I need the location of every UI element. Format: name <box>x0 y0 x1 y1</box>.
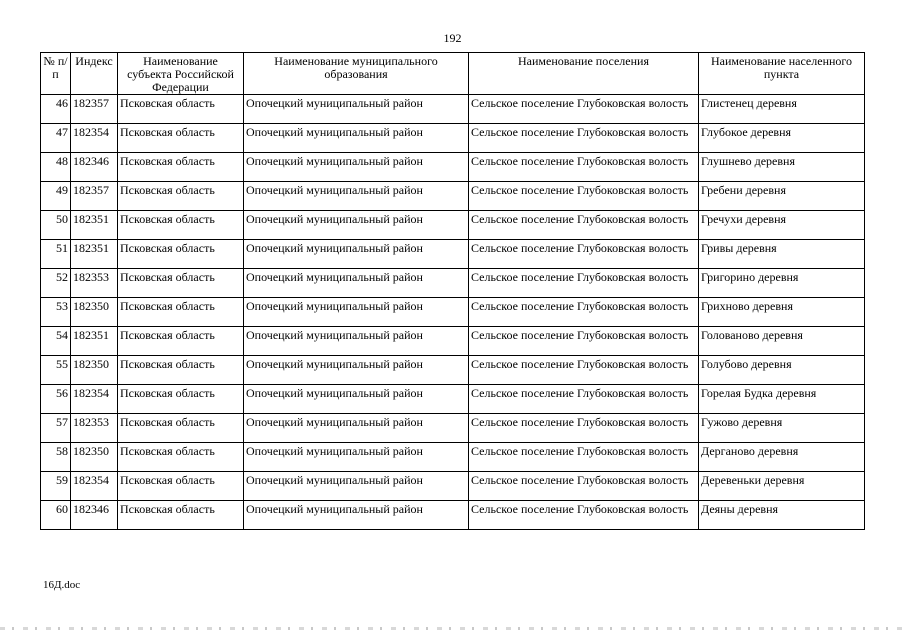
cell-municipality: Опочецкий муниципальный район <box>244 95 469 124</box>
cell-municipality: Опочецкий муниципальный район <box>244 298 469 327</box>
cell-locality: Глистенец деревня <box>699 95 865 124</box>
cell-locality: Гривы деревня <box>699 240 865 269</box>
cell-municipality: Опочецкий муниципальный район <box>244 269 469 298</box>
table-row <box>41 182 865 211</box>
cell-subject: Псковская область <box>118 443 244 472</box>
cell-municipality: Опочецкий муниципальный район <box>244 472 469 501</box>
cell-subject: Псковская область <box>118 240 244 269</box>
cell-num: 53 <box>41 298 71 327</box>
cell-municipality: Опочецкий муниципальный район <box>244 501 469 530</box>
cell-num: 57 <box>41 414 71 443</box>
cell-locality: Григорино деревня <box>699 269 865 298</box>
cell-index: 182351 <box>71 327 118 356</box>
cell-index: 182354 <box>71 472 118 501</box>
cell-settlement: Сельское поселение Глубоковская волость <box>469 124 699 153</box>
cell-num: 52 <box>41 269 71 298</box>
cell-municipality: Опочецкий муниципальный район <box>244 414 469 443</box>
cell-subject: Псковская область <box>118 124 244 153</box>
cell-settlement: Сельское поселение Глубоковская волость <box>469 327 699 356</box>
cell-subject: Псковская область <box>118 298 244 327</box>
cell-locality: Деяны деревня <box>699 501 865 530</box>
table-body <box>41 95 865 530</box>
header-index: Индекс <box>71 53 118 95</box>
table-row <box>41 95 865 124</box>
cell-num: 49 <box>41 182 71 211</box>
cell-num: 58 <box>41 443 71 472</box>
cell-settlement: Сельское поселение Глубоковская волость <box>469 414 699 443</box>
table-row <box>41 472 865 501</box>
cell-index: 182357 <box>71 95 118 124</box>
cell-index: 182350 <box>71 298 118 327</box>
cell-subject: Псковская область <box>118 472 244 501</box>
header-num: № п/п <box>41 53 71 95</box>
cell-settlement: Сельское поселение Глубоковская волость <box>469 385 699 414</box>
cell-settlement: Сельское поселение Глубоковская волость <box>469 298 699 327</box>
scan-edge-artifact <box>0 627 905 630</box>
cell-locality: Голованово деревня <box>699 327 865 356</box>
cell-locality: Гужово деревня <box>699 414 865 443</box>
cell-municipality: Опочецкий муниципальный район <box>244 182 469 211</box>
cell-num: 56 <box>41 385 71 414</box>
cell-settlement: Сельское поселение Глубоковская волость <box>469 472 699 501</box>
footer-file-name: 16Д.doc <box>43 579 81 591</box>
table-row <box>41 124 865 153</box>
table-header-row <box>41 53 865 95</box>
cell-index: 182351 <box>71 240 118 269</box>
table-row <box>41 356 865 385</box>
table-row <box>41 240 865 269</box>
cell-index: 182350 <box>71 443 118 472</box>
cell-subject: Псковская область <box>118 356 244 385</box>
cell-num: 60 <box>41 501 71 530</box>
cell-num: 48 <box>41 153 71 182</box>
cell-locality: Горелая Будка деревня <box>699 385 865 414</box>
cell-municipality: Опочецкий муниципальный район <box>244 385 469 414</box>
cell-subject: Псковская область <box>118 385 244 414</box>
cell-locality: Глушнево деревня <box>699 153 865 182</box>
cell-municipality: Опочецкий муниципальный район <box>244 153 469 182</box>
table-row <box>41 443 865 472</box>
table-row <box>41 385 865 414</box>
cell-subject: Псковская область <box>118 269 244 298</box>
cell-index: 182351 <box>71 211 118 240</box>
table-row <box>41 153 865 182</box>
cell-settlement: Сельское поселение Глубоковская волость <box>469 95 699 124</box>
cell-locality: Грихново деревня <box>699 298 865 327</box>
table-row <box>41 414 865 443</box>
cell-municipality: Опочецкий муниципальный район <box>244 211 469 240</box>
cell-subject: Псковская область <box>118 501 244 530</box>
cell-municipality: Опочецкий муниципальный район <box>244 124 469 153</box>
header-municipality: Наименование муниципального образования <box>244 53 469 95</box>
table-row <box>41 327 865 356</box>
cell-locality: Глубокое деревня <box>699 124 865 153</box>
cell-municipality: Опочецкий муниципальный район <box>244 240 469 269</box>
cell-index: 182346 <box>71 501 118 530</box>
cell-locality: Деревеньки деревня <box>699 472 865 501</box>
cell-settlement: Сельское поселение Глубоковская волость <box>469 443 699 472</box>
header-locality: Наименование населенного пункта <box>699 53 865 95</box>
cell-num: 47 <box>41 124 71 153</box>
cell-locality: Гребени деревня <box>699 182 865 211</box>
cell-num: 55 <box>41 356 71 385</box>
settlements-table <box>40 52 865 530</box>
cell-num: 51 <box>41 240 71 269</box>
cell-index: 182346 <box>71 153 118 182</box>
cell-settlement: Сельское поселение Глубоковская волость <box>469 356 699 385</box>
cell-settlement: Сельское поселение Глубоковская волость <box>469 240 699 269</box>
cell-index: 182354 <box>71 124 118 153</box>
cell-subject: Псковская область <box>118 153 244 182</box>
cell-num: 46 <box>41 95 71 124</box>
table-row <box>41 269 865 298</box>
cell-subject: Псковская область <box>118 182 244 211</box>
cell-locality: Голубово деревня <box>699 356 865 385</box>
header-subject: Наименование субъекта Российской Федерации <box>118 53 244 95</box>
cell-subject: Псковская область <box>118 414 244 443</box>
cell-settlement: Сельское поселение Глубоковская волость <box>469 269 699 298</box>
cell-settlement: Сельское поселение Глубоковская волость <box>469 211 699 240</box>
cell-index: 182357 <box>71 182 118 211</box>
cell-num: 59 <box>41 472 71 501</box>
cell-subject: Псковская область <box>118 327 244 356</box>
table-row <box>41 211 865 240</box>
cell-settlement: Сельское поселение Глубоковская волость <box>469 182 699 211</box>
cell-settlement: Сельское поселение Глубоковская волость <box>469 501 699 530</box>
cell-municipality: Опочецкий муниципальный район <box>244 356 469 385</box>
header-settlement: Наименование поселения <box>469 53 699 95</box>
cell-subject: Псковская область <box>118 211 244 240</box>
cell-settlement: Сельское поселение Глубоковская волость <box>469 153 699 182</box>
page-number: 192 <box>443 31 462 45</box>
cell-num: 54 <box>41 327 71 356</box>
cell-municipality: Опочецкий муниципальный район <box>244 327 469 356</box>
cell-index: 182353 <box>71 414 118 443</box>
cell-municipality: Опочецкий муниципальный район <box>244 443 469 472</box>
cell-locality: Дерганово деревня <box>699 443 865 472</box>
cell-index: 182350 <box>71 356 118 385</box>
cell-locality: Гречухи деревня <box>699 211 865 240</box>
table-row <box>41 298 865 327</box>
cell-index: 182353 <box>71 269 118 298</box>
table-row <box>41 501 865 530</box>
cell-num: 50 <box>41 211 71 240</box>
cell-subject: Псковская область <box>118 95 244 124</box>
cell-index: 182354 <box>71 385 118 414</box>
